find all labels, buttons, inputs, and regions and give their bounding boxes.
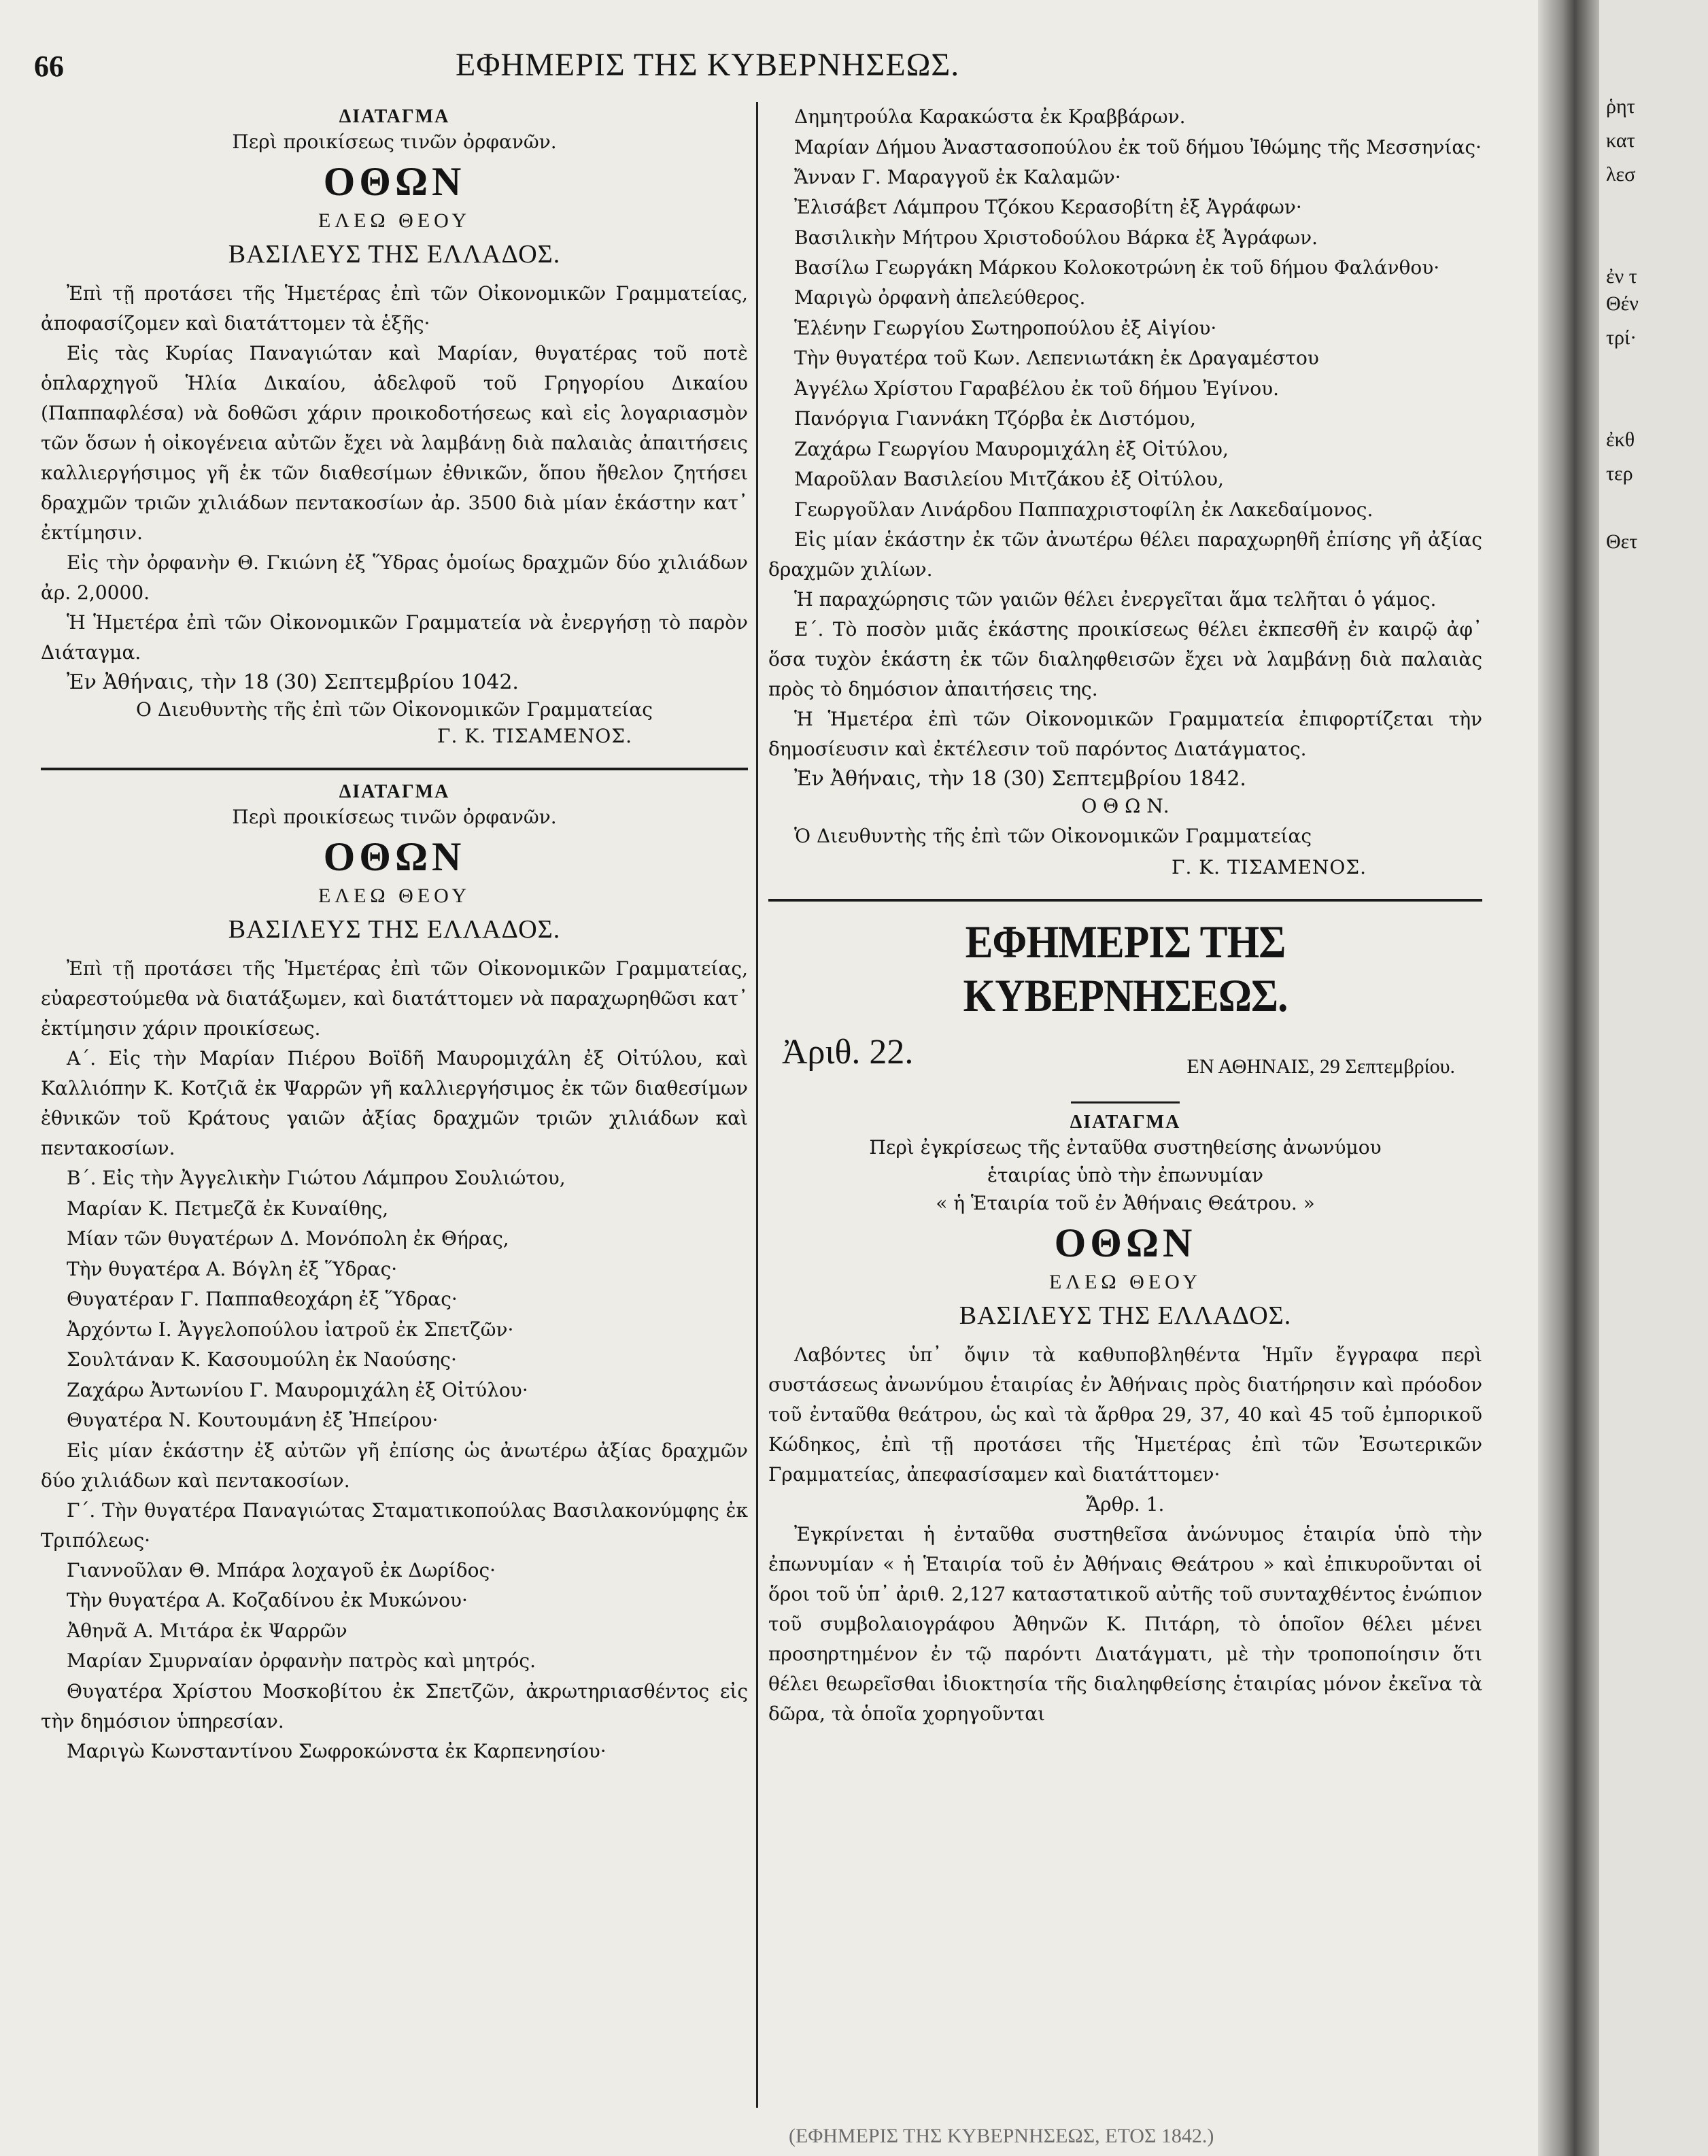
paragraph: Ἡ παραχώρησις τῶν γαιῶν θέλει ἐνεργεῖται ἅμα τελῆται ὁ γάμος. bbox=[794, 588, 1437, 611]
decree-1 bbox=[41, 106, 748, 747]
list-item: Πανόργια Γιαννάκη Τζόρβα ἐκ Διστόμου, bbox=[794, 407, 1196, 430]
signatory-name: Γ. Κ. ΤΙΣΑΜΕΝΟΣ. bbox=[1172, 855, 1367, 878]
list-item: Θυγατέραν Γ. Παππαθεοχάρη ἐξ Ὕδρας· bbox=[67, 1288, 458, 1310]
decree-date: Ἐν Ἀθήναις, τὴν 18 (30) Σεπτεμβρίου 1842. bbox=[794, 767, 1246, 791]
list-item: Μίαν τῶν θυγατέρων Δ. Μονόπολη ἐκ Θήρας, bbox=[67, 1227, 509, 1250]
list-item: Ζαχάρω Γεωργίου Μαυρομιχάλη ἐξ Οἰτύλου, bbox=[794, 437, 1229, 460]
list-item: Θυγατέρα Ν. Κουτουμάνη ἐξ Ἠπείρου· bbox=[67, 1409, 439, 1431]
decree-2-continued bbox=[768, 102, 1482, 878]
fragment-text: κατ bbox=[1606, 129, 1635, 152]
list-item: Ζαχάρω Ἀντωνίου Γ. Μαυρομιχάλη ἐξ Οἰτύλου· bbox=[67, 1378, 528, 1401]
by-grace-of-god: ΕΛΕΩ ΘΕΟΥ bbox=[1048, 1270, 1202, 1293]
signatory-role: Ο Διευθυντὴς τῆς ἐπὶ τῶν Οἰκονομικῶν Γραμματείας bbox=[136, 698, 653, 721]
paragraph: Εἰς τὰς Κυρίας Παναγιώταν καὶ Μαρίαν, θυγατέρας τοῦ ποτὲ ὁπλαρχηγοῦ Ἡλία Δικαίου, ἀδελφοῦ τοῦ Γρηγορίου Δικαίου (Παππαφλέσα) νὰ δοθῶσι χάριν προικοδοτήσεως καὶ εἰς λογαριασμὸν τῶν ὅσων ἡ οἰκογένεια αὐτῶν ἔχει νὰ λαμβάνῃ διὰ παλαιὰς ἀπαιτήσεις καλλιεργήσιμος γῆ ἐκ τῶν διαθεσίμων ἐθνικῶν, ὅπου ἤθελον ζητήσει δραχμῶν τριῶν χιλιάδων πεντακοσίων ἀρ. 3500 διὰ μίαν ἑκάστην κατ᾽ ἐκτίμησιν. bbox=[41, 342, 748, 544]
decree-subject: Περὶ προικίσεως τινῶν ὀρφανῶν. bbox=[232, 131, 557, 153]
king-name: ΟΘΩΝ bbox=[1054, 1220, 1197, 1265]
section-divider bbox=[41, 768, 748, 770]
decree-3 bbox=[768, 1112, 1482, 1729]
list-item: Ἑλένην Γεωργίου Σωτηροπούλου ἐξ Αἰγίου· bbox=[794, 316, 1217, 339]
gazette-masthead bbox=[768, 915, 1482, 1103]
fragment-text: ῥητ bbox=[1606, 95, 1635, 118]
fragment-text: Θετ bbox=[1606, 530, 1638, 553]
list-item: Δημητρούλα Καρακώστα ἐκ Κραββάρων. bbox=[794, 105, 1186, 128]
list-item: Μαριγὼ ὀρφανὴ ἀπελεύθερος. bbox=[794, 286, 1086, 309]
issue-number: Ἀριθ. 22. bbox=[782, 1032, 914, 1072]
list-item: Βασιλικὴν Μήτρου Χριστοδούλου Βάρκα ἐξ Ἀγράφων. bbox=[794, 226, 1318, 249]
decree-label: ΔΙΑΤΑΓΜΑ bbox=[1070, 1111, 1181, 1133]
masthead-title: ΕΦΗΜΕΡΙΣ ΤΗΣ ΚΥΒΕΡΝΗΣΕΩΣ. bbox=[963, 915, 1288, 1021]
list-item: Μαρίαν Κ. Πετμεζᾶ ἐκ Κυναίθης, bbox=[67, 1197, 389, 1220]
decree-subject: « ἡ Ἑταιρία τοῦ ἐν Ἀθήναις Θεάτρου. » bbox=[936, 1191, 1315, 1214]
right-column bbox=[768, 102, 1482, 2115]
list-item: Ἀθηνᾶ Α. Μιτάρα ἐκ Ψαρρῶν bbox=[67, 1619, 347, 1642]
fragment-text: ἐκθ bbox=[1606, 428, 1635, 451]
fragment-text: τερ bbox=[1606, 462, 1633, 485]
paragraph: Ε΄. Τὸ ποσὸν μιᾶς ἑκάστης προικίσεως θέλει ἐκπεσθῆ ἐν καιρῷ ἀφ᾽ ὅσα τυχὸν ἑκάστη ἐκ τῶν διαληφθεισῶν ἔχει νὰ λαμβάνῃ διὰ παλαιὰς πρὸς τὸ δημόσιον ἀπαιτήσεις της. bbox=[768, 618, 1482, 700]
king-name: ΟΘΩΝ bbox=[323, 159, 466, 204]
list-item: Βασίλω Γεωργάκη Μάρκου Κολοκοτρώνη ἐκ τοῦ δήμου Φαλάνθου· bbox=[794, 256, 1440, 279]
article-heading: Ἄρθρ. 1. bbox=[1086, 1492, 1165, 1516]
paragraph: Ἡ Ἡμετέρα ἐπὶ τῶν Οἰκονομικῶν Γραμματεία ἐπιφορτίζεται τὴν δημοσίευσιν καὶ ἐκτέλεσιν τοῦ παρόντος Διατάγματος. bbox=[768, 708, 1482, 760]
decree-subject: Περὶ προικίσεως τινῶν ὀρφανῶν. bbox=[232, 806, 557, 828]
decree-subject: ἑταιρίας ὑπὸ τὴν ἐπωνυμίαν bbox=[987, 1163, 1264, 1186]
list-item: Ἐλισάβετ Λάμπρου Τζόκου Κερασοβίτη ἐξ Ἀγράφων· bbox=[794, 196, 1302, 218]
royal-title: ΒΑΣΙΛΕΥΣ ΤΗΣ ΕΛΛΑΔΟΣ. bbox=[228, 240, 561, 269]
list-item: Τὴν θυγατέρα τοῦ Κων. Λεπενιωτάκη ἐκ Δραγαμέστου bbox=[794, 347, 1319, 369]
signatory-name: Γ. Κ. ΤΙΣΑΜΕΝΟΣ. bbox=[437, 725, 632, 747]
paragraph: Εἰς μίαν ἑκάστην ἐξ αὐτῶν γῆ ἐπίσης ὡς ἀνωτέρω ἀξίας δραχμῶν δύο χιλιάδων καὶ πεντακοσίων. bbox=[41, 1439, 748, 1492]
list-item: Μαρίαν Δήμου Ἀναστασοπούλου ἐκ τοῦ δήμου Ἰθώμης τῆς Μεσσηνίας· bbox=[794, 135, 1482, 158]
paragraph: Ἐγκρίνεται ἡ ἐνταῦθα συστηθεῖσα ἀνώνυμος ἑταιρία ὑπὸ τὴν ἐπωνυμίαν « ἡ Ἑταιρία τοῦ ἐν Ἀθήναις Θεάτρου » καὶ ἐπικυροῦνται οἱ ὅροι τοῦ ὑπ᾽ ἀριθ. 2,127 καταστατικοῦ αὐτῆς τοῦ συνταχθέντος ἐνώπιον τοῦ συμβολαιογράφου Ἀθηνῶν Κ. Πιτάρη, τὸ ὁποῖον θέλει μένει προσηρτημένον ἐν τῷ παρόντι Διατάγματι, μὲ τὴν τροποποίησιν ὅτι θέλει θεωρεῖσθαι ἰδιοκτησία τῆς διαληφθείσης ἑταιρίας μόνον ἐκεῖνα τὰ δῶρα, τὰ ὁποῖα χορηγοῦνται bbox=[768, 1522, 1482, 1725]
fragment-text: λεσ bbox=[1606, 163, 1636, 186]
list-item: Ἄνναν Γ. Μαραγγοῦ ἐκ Καλαμῶν· bbox=[794, 165, 1121, 188]
king-name: ΟΘΩΝ bbox=[323, 834, 466, 879]
fragment-text: ἐν τ bbox=[1606, 265, 1637, 288]
page-number: 66 bbox=[34, 50, 64, 83]
list-item: Τὴν θυγατέρα Α. Κοζαδίνου ἐκ Μυκώνου· bbox=[67, 1589, 468, 1611]
decree-date: Ἐν Ἀθήναις, τὴν 18 (30) Σεπτεμβρίου 1042. bbox=[67, 670, 519, 694]
by-grace-of-god: ΕΛΕΩ ΘΕΟΥ bbox=[318, 885, 471, 907]
royal-title: ΒΑΣΙΛΕΥΣ ΤΗΣ ΕΛΛΑΔΟΣ. bbox=[228, 915, 561, 944]
section-divider bbox=[768, 899, 1482, 902]
list-item: Τὴν θυγατέρα Α. Βόγλη ἐξ Ὕδρας· bbox=[67, 1257, 398, 1280]
paragraph: Ἐπὶ τῇ προτάσει τῆς Ἡμετέρας ἐπὶ τῶν Οἰκονομικῶν Γραμματείας, εὐαρεστούμεθα νὰ διατάξωμεν, καὶ διατάττομεν νὰ παραχωρηθῶσι κατ᾽ ἐκτίμησιν χάριν προικίσεως. bbox=[41, 957, 748, 1040]
list-item: Θυγατέρα Χρίστου Μοσκοβίτου ἐκ Σπετζῶν, ἀκρωτηριασθέντος εἰς τὴν δημόσιον ὑπηρεσίαν. bbox=[41, 1679, 748, 1732]
paragraph: Εἰς μίαν ἑκάστην ἐκ τῶν ἀνωτέρω θέλει παραχωρηθῆ ἐπίσης γῆ ἀξίας δραχμῶν χιλίων. bbox=[768, 528, 1482, 581]
column-divider bbox=[756, 102, 758, 2108]
fragment-text: Θέν bbox=[1606, 292, 1639, 315]
short-divider bbox=[1071, 1101, 1180, 1103]
list-item: Β΄. Εἰς τὴν Ἀγγελικὴν Γιώτου Λάμπρου Σουλιώτου, bbox=[67, 1167, 566, 1189]
paragraph: Λαβόντες ὑπ᾽ ὄψιν τὰ καθυποβληθέντα Ἡμῖν ἔγγραφα περὶ συστάσεως ἀνωνύμου ἑταιρίας ἐν Ἀθήναις πρὸς διατήρησιν καὶ πρόοδον τοῦ ἐνταῦθα θεάτρου, ὡς καὶ τὰ ἄρθρα 29, 37, 40 καὶ 45 τοῦ ἐμπορικοῦ Κώδηκος, ἐπὶ τῇ προτάσει τῆς Ἡμετέρας ἐπὶ τῶν Ἐσωτερικῶν Γραμματείας, ἀπεφασίσαμεν καὶ διατάττομεν· bbox=[768, 1343, 1482, 1486]
paragraph: Εἰς τὴν ὀρφανὴν Θ. Γκιώνη ἐξ Ὕδρας ὁμοίως δραχμῶν δύο χιλιάδων ἀρ. 2,0000. bbox=[41, 551, 748, 604]
decree-label: ΔΙΑΤΑΓΜΑ bbox=[339, 781, 450, 802]
paragraph: Ἡ Ἡμετέρα ἐπὶ τῶν Οἰκονομικῶν Γραμματεία νὰ ἐνεργήσῃ τὸ παρὸν Διάταγμα. bbox=[41, 611, 748, 664]
list-item: Γεωργοῦλαν Λινάρδου Παππαχριστοφίλη ἐκ Λακεδαίμονος. bbox=[794, 498, 1373, 521]
list-item: Ἀρχόντω Ι. Ἀγγελοπούλου ἰατροῦ ἐκ Σπετζῶν· bbox=[67, 1318, 514, 1341]
list-item: Μαρίαν Σμυρναίαν ὀρφανὴν πατρὸς καὶ μητρός. bbox=[67, 1649, 536, 1672]
bleed-through-text: (ΕΦΗΜΕΡΙΣ ΤΗΣ ΚΥΒΕΡΝΗΣΕΩΣ, ΕΤΟΣ 1842.) bbox=[789, 2125, 1214, 2147]
paragraph: Α΄. Εἰς τὴν Μαρίαν Πιέρου Βοϊδῆ Μαυρομιχάλη ἐξ Οἰτύλου, καὶ Καλλιόπην Κ. Κοτζιᾶ ἐκ Ψαρρῶν γῆ καλλιεργήσιμος ἐκ τῶν διαθεσίμων ἐθνικῶν τοῦ Κράτους γαιῶν ἀξίας δραχμῶν τριῶν χιλιάδων καὶ πεντακοσίων. bbox=[41, 1047, 748, 1159]
royal-title: ΒΑΣΙΛΕΥΣ ΤΗΣ ΕΛΛΑΔΟΣ. bbox=[959, 1301, 1292, 1330]
list-item: Σουλτάναν Κ. Κασουμούλη ἐκ Ναούσης· bbox=[67, 1348, 457, 1371]
adjacent-page-fragment bbox=[1599, 0, 1708, 2156]
list-item: Μαροῦλαν Βασιλείου Μιτζάκου ἐξ Οἰτύλου, bbox=[794, 468, 1224, 490]
list-item: Ἀγγέλω Χρίστου Γαραβέλου ἐκ τοῦ δήμου Ἐγίνου. bbox=[794, 377, 1280, 400]
paragraph: Ἐπὶ τῇ προτάσει τῆς Ἡμετέρας ἐπὶ τῶν Οἰκονομικῶν Γραμματείας, ἀποφασίζομεν καὶ διατάττομεν τὰ ἑξῆς· bbox=[41, 282, 748, 335]
list-item: Γιαννοῦλαν Θ. Μπάρα λοχαγοῦ ἐκ Δωρίδος· bbox=[67, 1558, 496, 1581]
decree-label: ΔΙΑΤΑΓΜΑ bbox=[339, 106, 450, 127]
issue-date: ΕΝ ΑΘΗΝΑΙΣ, 29 Σεπτεμβρίου. bbox=[1186, 1055, 1455, 1078]
book-gutter bbox=[1538, 0, 1599, 2156]
king-signature: Ο Θ Ω Ν. bbox=[1081, 795, 1169, 817]
decree-subject: Περὶ ἐγκρίσεως τῆς ἐνταῦθα συστηθείσης ἀνωνύμου bbox=[869, 1135, 1382, 1159]
fragment-text: τρί· bbox=[1606, 326, 1637, 349]
issue-row bbox=[768, 1032, 1482, 1093]
by-grace-of-god: ΕΛΕΩ ΘΕΟΥ bbox=[318, 209, 471, 232]
decree-2 bbox=[41, 781, 748, 1766]
left-column bbox=[41, 102, 748, 2115]
list-item: Μαριγὼ Κωνσταντίνου Σωφροκώνστα ἐκ Καρπενησίου· bbox=[67, 1739, 607, 1762]
signatory-role: Ὁ Διευθυντὴς τῆς ἐπὶ τῶν Οἰκονομικῶν Γραμματείας bbox=[794, 825, 1312, 847]
paragraph: Γ΄. Τὴν θυγατέρα Παναγιώτας Σταματικοπούλας Βασιλακονύμφης ἐκ Τριπόλεως· bbox=[41, 1499, 748, 1552]
page-header bbox=[34, 34, 1000, 82]
running-title: ΕΦΗΜΕΡΙΣ ΤΗΣ ΚΥΒΕΡΝΗΣΕΩΣ. bbox=[456, 47, 960, 83]
